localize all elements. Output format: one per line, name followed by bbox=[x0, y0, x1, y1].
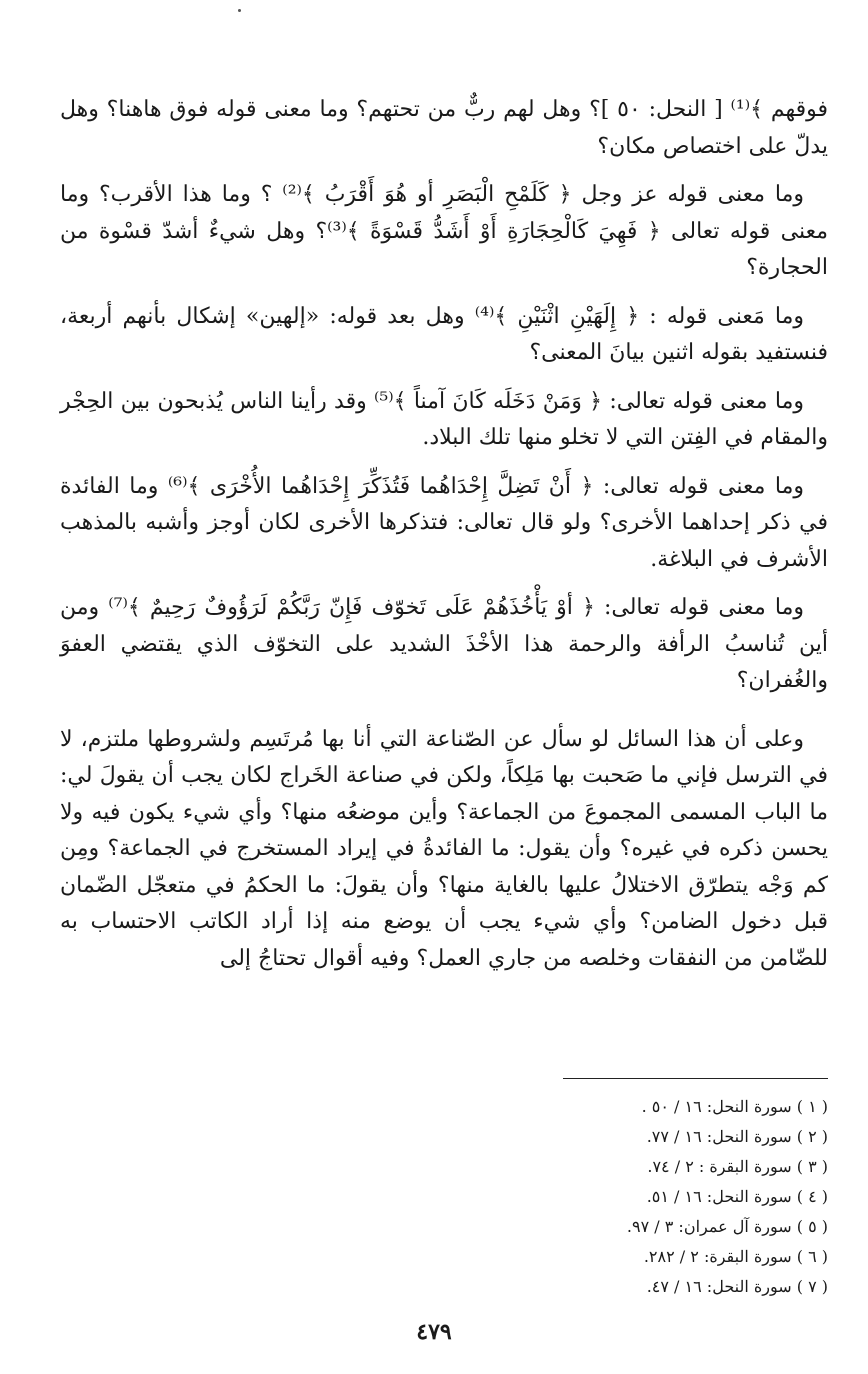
footnote-item: ( ٦ ) سورة البقرة: ٢ / ٢٨٢. bbox=[643, 1247, 828, 1266]
footnotes-list bbox=[308, 1092, 828, 1302]
paragraph-1: فوقهم ﴾⁽¹⁾ [ النحل: ٥٠ ]؟ وهل لهم ربٌّ من تحتهم؟ وما معنى قوله فوق هاهنا؟ وهل يدلّ على اختصاص مكان؟ bbox=[60, 97, 829, 159]
paragraph-3: وما مَعنى قوله : ﴿ إِلَهَيْنِ اثْنَيْنِ ﴾⁽⁴⁾ وهل بعد قوله: «إلهين» إشكال بأنهم أربعة، فنستفيد بقوله اثنين بيانَ المعنى؟ bbox=[60, 303, 828, 365]
page-body bbox=[60, 92, 828, 989]
footnote-item: ( ٤ ) سورة النحل: ١٦ / ٥١. bbox=[646, 1187, 828, 1206]
footnote-item: ( ٣ ) سورة البقرة : ٢ / ٧٤. bbox=[647, 1157, 828, 1176]
scan-speck bbox=[238, 9, 241, 12]
paragraph-2: وما معنى قوله عز وجل ﴿ كَلَمْحِ الْبَصَرِ أو هُوَ أَقْرَبُ ﴾⁽²⁾ ؟ وما هذا الأقرب؟ وما معنى قوله تعالى ﴿ فَهِيَ كَالْحِجَارَةِ أَوْ أَشَدُّ قَسْوَةً ﴾⁽³⁾؟ وهل شيءٌ أشدّ قسْوة من الحجارة؟ bbox=[60, 182, 828, 280]
footnote-item: ( ٢ ) سورة النحل: ١٦ / ٧٧. bbox=[646, 1127, 828, 1146]
paragraph-5: وما معنى قوله تعالى: ﴿ أَنْ تَضِلَّ إِحْدَاهُما فَتُذَكِّرَ إِحْدَاهُما الأُخْرَى ﴾⁽⁶⁾ وما الفائدة في ذكر إحداهما الأخرى؟ ولو قال تعالى: فتذكرها الأخرى لكان أوجز وأشبه بالمذهب الأشرف في البلاغة. bbox=[60, 473, 828, 572]
paragraph-6: وما معنى قوله تعالى: ﴿ أوْ يَأْخُذَهُمْ عَلَى تَخوّف فَإِنّ رَبَّكُمْ لَرَؤُوفٌ رَحِيمٌ ﴾⁽⁷⁾ ومن أين تُناسبُ الرأفة والرحمة هذا الأخْذَ الشديد على التخوّف الذي يقتضي العفوَ والغُفران؟ bbox=[60, 595, 828, 693]
footnote-item: ( ١ ) سورة النحل: ١٦ / ٥٠ . bbox=[641, 1097, 828, 1116]
footnote-item: ( ٥ ) سورة آل عمران: ٣ / ٩٧. bbox=[626, 1217, 828, 1236]
footnote-divider bbox=[563, 1078, 828, 1079]
paragraph-7: وعلى أن هذا السائل لو سأل عن الصّناعة التي أنا بها مُرتَسِم ولشروطها ملتزم، لا في الترسل فإني ما صَحبت بها مَلِكاً، ولكن في صناعة الخَراج لكان يجب أن يقولَ لي: ما الباب المسمى المجموعَ من الجماعة؟ وأين موضعُه منها؟ وأي شيء يكون فيه ولا يحسن ذكره في غيره؟ وأن يقول: ما الفائدةُ في إيراد المستخرج في الجماعة؟ ومِن كم وَجْه يتطرّق الاختلالُ عليها بالغاية منها؟ وأن يقولَ: ما الحكمُ في متعجّل الضّمان قبل دخول الضامن؟ وأي شيء يجب أن يوضع منه إذا أراد الكاتب الاحتساب به للضّامن من النفقات وخلصه من جاري العمل؟ وفيه أقوال تحتاجُ إلى bbox=[60, 726, 828, 971]
paragraph-4: وما معنى قوله تعالى: ﴿ وَمَنْ دَخَلَه كَانَ آمناً ﴾⁽⁵⁾ وقد رأينا الناس يُذبحون بين الحِجْر والمقام في الفِتن التي لا تخلو منها تلك البلاد. bbox=[60, 388, 828, 450]
footnote-item: ( ٧ ) سورة النحل: ١٦ / ٤٧. bbox=[646, 1277, 828, 1296]
page-number: ٤٧٩ bbox=[416, 1319, 452, 1345]
